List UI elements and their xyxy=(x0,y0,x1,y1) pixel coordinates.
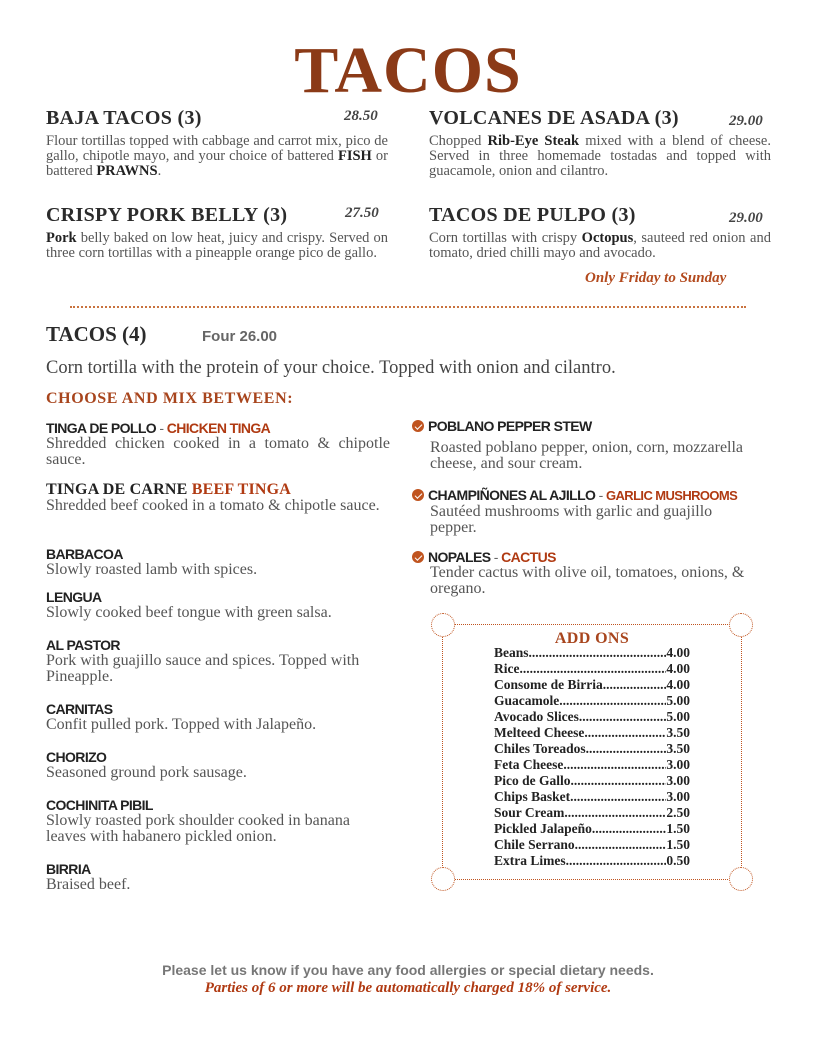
addon-row xyxy=(494,693,690,709)
option-nopales: NOPALES - CACTUS Tender cactus with olive oil, tomatoes, onions, & oregano. xyxy=(412,549,756,597)
option-cochinita-pibil: COCHINITA PIBIL Slowly roasted pork shoulder cooked in banana leaves with habanero pickled onion. xyxy=(46,797,390,845)
addons-list xyxy=(494,645,690,869)
addon-name: Feta Cheese xyxy=(494,757,564,772)
option-barbacoa: BARBACOA Slowly roasted lamb with spices. xyxy=(46,546,390,578)
crispy-pork-belly-name: CRISPY PORK BELLY (3) xyxy=(46,204,288,226)
addon-price: 4.00 xyxy=(666,661,690,676)
addon-row xyxy=(494,677,690,693)
dot-leader xyxy=(586,741,667,757)
addon-row xyxy=(494,725,690,741)
tacos-four-intro: Corn tortilla with the protein of your choice. Topped with onion and cilantro. xyxy=(46,358,616,378)
check-bullet-icon xyxy=(412,489,424,501)
option-poblano-pepper-stew: POBLANO PEPPER STEW Roasted poblano pepper, onion, corn, mozzarella cheese, and sour cream. xyxy=(412,418,752,472)
addon-name: Avocado Slices xyxy=(494,709,579,724)
addon-price: 3.50 xyxy=(666,725,690,740)
frame-corner xyxy=(729,867,753,891)
addon-name: Pickled Jalapeño xyxy=(494,821,592,836)
dot-leader xyxy=(603,677,667,693)
option-description: Tender cactus with olive oil, tomatoes, onions, & oregano. xyxy=(430,564,745,597)
option-alt-name: CHICKEN TINGA xyxy=(166,420,271,436)
option-description: Slowly cooked beef tongue with green salsa. xyxy=(46,604,332,621)
option-carnitas: CARNITAS Confit pulled pork. Topped with Jalapeño. xyxy=(46,701,390,733)
dot-leader xyxy=(529,645,667,661)
check-bullet-icon xyxy=(412,420,424,432)
addon-name: Consome de Birria xyxy=(494,677,603,692)
option-description: Slowly roasted pork shoulder cooked in banana leaves with habanero pickled onion. xyxy=(46,812,350,845)
addon-price: 1.50 xyxy=(666,821,690,836)
option-al-pastor: AL PASTOR Pork with guajillo sauce and spices. Topped with Pineapple. xyxy=(46,637,376,685)
option-tinga-de-pollo: TINGA DE POLLO - CHICKEN TINGA Shredded chicken cooked in a tomato & chipotle sauce. xyxy=(46,420,390,468)
addon-name: Chips Basket xyxy=(494,789,571,804)
option-alt-name: BEEF TINGA xyxy=(191,481,292,498)
pulpo-availability-note: Only Friday to Sunday xyxy=(585,270,727,286)
addon-name: Melteed Cheese xyxy=(494,725,585,740)
option-chorizo: CHORIZO Seasoned ground pork sausage. xyxy=(46,749,390,781)
addon-price: 5.00 xyxy=(666,709,690,724)
addon-row xyxy=(494,757,690,773)
addon-row xyxy=(494,661,690,677)
addon-row xyxy=(494,709,690,725)
addon-row xyxy=(494,853,690,869)
crispy-pork-belly-price: 27.50 xyxy=(345,205,379,221)
baja-tacos-name: BAJA TACOS (3) xyxy=(46,107,202,129)
tacos-four-name: TACOS (4) xyxy=(46,322,147,346)
addon-name: Guacamole xyxy=(494,693,560,708)
option-name: TINGA DE CARNE xyxy=(46,481,188,498)
addon-name: Pico de Gallo xyxy=(494,773,571,788)
dot-leader xyxy=(570,789,666,805)
addon-price: 4.00 xyxy=(666,677,690,692)
addons-title: ADD ONS xyxy=(554,630,630,647)
dot-leader xyxy=(592,821,666,837)
option-description: Shredded chicken cooked in a tomato & chipotle sauce. xyxy=(46,435,390,468)
addon-name: Rice xyxy=(494,661,520,676)
addon-name: Beans xyxy=(494,645,529,660)
addon-price: 3.00 xyxy=(666,757,690,772)
option-birria: BIRRIA Braised beef. xyxy=(46,861,390,893)
addon-row xyxy=(494,773,690,789)
choose-heading: CHOOSE AND MIX BETWEEN: xyxy=(46,390,294,407)
option-description: Slowly roasted lamb with spices. xyxy=(46,561,258,578)
crispy-pork-belly-description: Pork belly baked on low heat, juicy and crispy. Served on three corn tortillas with a pineapple orange pico de gallo. xyxy=(46,230,388,261)
addon-row xyxy=(494,805,690,821)
volcanes-de-asada-description: Chopped Rib-Eye Steak mixed with a blend of cheese. Served in three homemade tostadas and topped with guacamole, onion and cilantro. xyxy=(429,133,771,179)
dot-leader xyxy=(564,805,666,821)
tacos-four-price: Four 26.00 xyxy=(202,328,278,345)
service-charge-notice: Parties of 6 or more will be automatically charged 18% of service. xyxy=(204,980,612,996)
dot-leader xyxy=(563,757,666,773)
addon-price: 3.00 xyxy=(666,789,690,804)
dot-leader xyxy=(519,661,666,677)
section-divider xyxy=(70,306,746,308)
addon-row xyxy=(494,741,690,757)
tacos-de-pulpo-description: Corn tortillas with crispy Octopus, sauteed red onion and tomato, dried chilli mayo and avocado. xyxy=(429,230,771,261)
addon-row xyxy=(494,837,690,853)
option-description: Confit pulled pork. Topped with Jalapeño. xyxy=(46,716,317,733)
tacos-de-pulpo-price: 29.00 xyxy=(729,210,763,226)
dot-leader xyxy=(584,725,666,741)
option-description: Braised beef. xyxy=(46,876,131,893)
option-description: Pork with guajillo sauce and spices. Topped with Pineapple. xyxy=(46,652,360,685)
allergy-notice: Please let us know if you have any food allergies or special dietary needs. xyxy=(162,962,654,978)
addon-price: 5.00 xyxy=(666,693,690,708)
dot-leader xyxy=(571,773,667,789)
dot-leader xyxy=(575,837,667,853)
addon-name: Extra Limes xyxy=(494,853,566,868)
tacos-de-pulpo-name: TACOS DE PULPO (3) xyxy=(429,204,636,226)
baja-tacos-description: Flour tortillas topped with cabbage and carrot mix, pico de gallo, chipotle mayo, and your choice of battered FISH or battered PRAWNS. xyxy=(46,133,388,179)
addon-price: 1.50 xyxy=(666,837,690,852)
addon-row xyxy=(494,821,690,837)
addon-name: Sour Cream xyxy=(494,805,565,820)
volcanes-de-asada-name: VOLCANES DE ASADA (3) xyxy=(429,107,679,129)
option-lengua: LENGUA Slowly cooked beef tongue with green salsa. xyxy=(46,589,390,621)
option-description: Roasted poblano pepper, onion, corn, mozzarella cheese, and sour cream. xyxy=(430,439,744,472)
addon-name: Chile Serrano xyxy=(494,837,575,852)
option-champinones-al-ajillo: CHAMPIÑONES AL AJILLO - GARLIC MUSHROOMS Sautéed mushrooms with garlic and guajillo pepper. xyxy=(412,487,756,536)
addon-price: 2.50 xyxy=(666,805,690,820)
option-tinga-de-carne xyxy=(46,482,390,514)
addon-name: Chiles Toreados xyxy=(494,741,586,756)
addon-price: 4.00 xyxy=(666,645,690,660)
option-name: TINGA DE POLLO xyxy=(46,420,157,436)
addon-row xyxy=(494,645,690,661)
addon-price: 3.50 xyxy=(666,741,690,756)
option-description: Shredded beef cooked in a tomato & chipotle sauce. xyxy=(46,497,380,514)
dot-leader xyxy=(579,709,667,725)
volcanes-de-asada-price: 29.00 xyxy=(729,113,763,129)
check-bullet-icon xyxy=(412,551,424,563)
dot-leader xyxy=(566,853,667,869)
dot-leader xyxy=(559,693,666,709)
addon-row xyxy=(494,789,690,805)
frame-corner xyxy=(431,867,455,891)
option-description: Seasoned ground pork sausage. xyxy=(46,764,247,781)
addon-price: 3.00 xyxy=(666,773,690,788)
addon-price: 0.50 xyxy=(666,853,690,868)
baja-tacos-price: 28.50 xyxy=(344,108,378,124)
page-title: TACOS xyxy=(294,34,522,107)
option-description: Sautéed mushrooms with garlic and guajillo pepper. xyxy=(430,503,713,536)
